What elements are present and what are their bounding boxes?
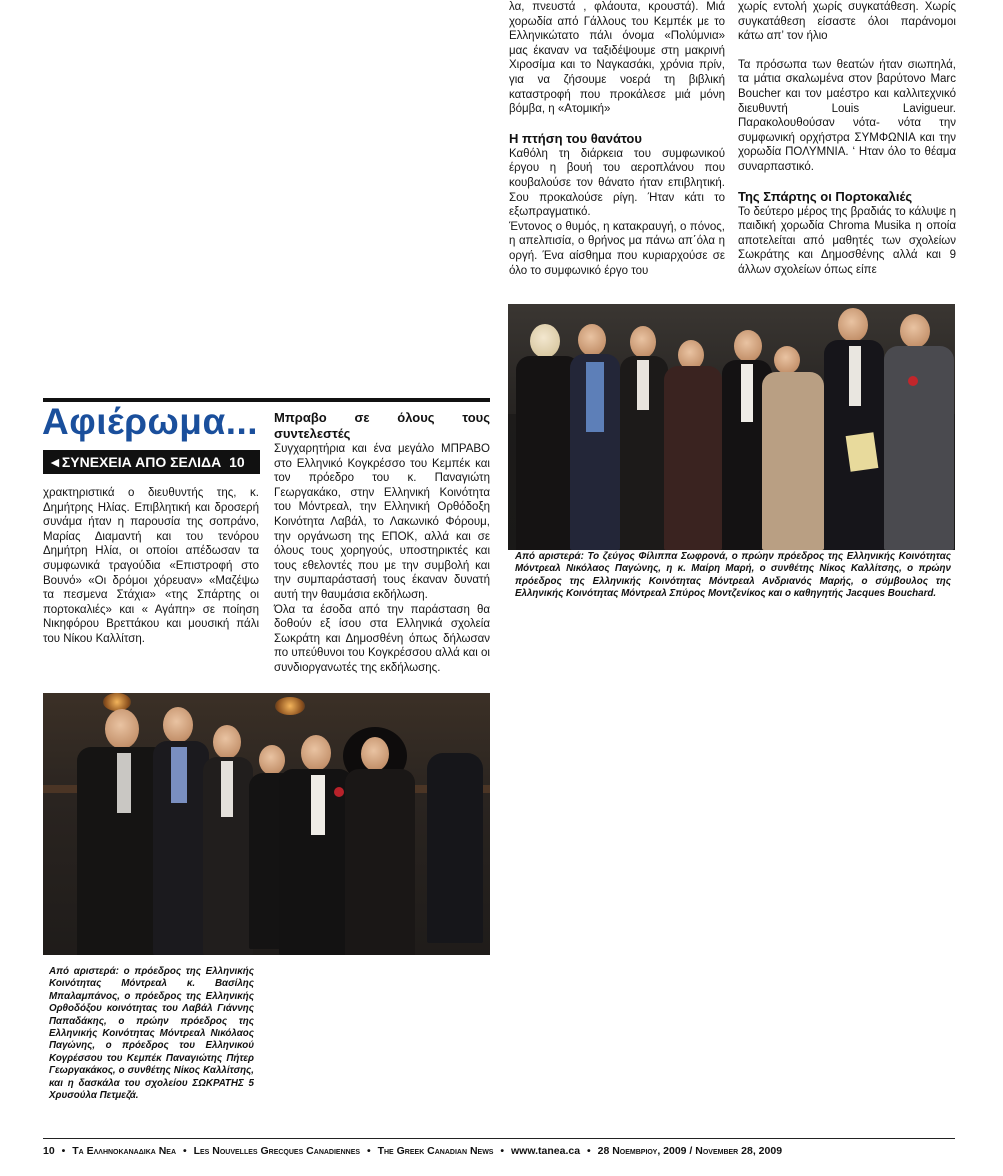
photo-group-left xyxy=(43,693,490,955)
continued-label: ΣΥΝΕΧΕΙΑ ΑΠΟ ΣΕΛΙΔΑ xyxy=(61,454,222,470)
photo-group-right xyxy=(508,304,955,550)
middle-column-text-a: Συγχαρητήρια και ένα μεγάλο ΜΠΡΑΒΟ στο Ελληνικό Κογκρέσσο του Κεμπέκ και τον πρόεδρο του κ. Παναγιώτη Γεωργακάκο, στην Ελληνική Κοινότητα του Μόντρεαλ, την Ελληνική Ορθόδοξη Κοινότητα Λαβάλ, το Λακωνικό Φόρουμ, την οργάνωση της ΕΠΟΚ, αλλά και σε όλους τους χορηγούς, υποστηρικτές και τους εθελοντές που με την συμβολή και την συμπαράστασή τους έκαναν δυνατή αυτή την θαυμάσια εκδήλωση. xyxy=(274,443,490,601)
footer-website-link[interactable]: www.tanea.ca xyxy=(511,1145,581,1157)
footer-paper-greek: Τα Ελληνοκαναδικα Νεα xyxy=(72,1145,177,1157)
middle-column xyxy=(274,410,490,676)
footer-separator: • xyxy=(500,1145,505,1157)
top-middle-column xyxy=(509,0,725,278)
top-right-text-a: χωρίς εντολή χωρίς συγκατάθεση. Χωρίς συγκατάθεση είσαστε όλοι παράνομοι κάτω απ’ τον ήλιο xyxy=(738,1,956,43)
arrow-left-icon: ◄ xyxy=(48,454,62,470)
heading-sparta-orange-trees: Της Σπάρτης οι Πορτοκαλιές xyxy=(738,188,913,204)
top-right-text-c: Το δεύτερο μέρος της βραδιάς το κάλυψε η παιδική χορωδία Chroma Musika η οποία αποτελείται από μαθητές των σχολείων Σωκράτης και Δημοσθένης αλλά και 9 άλλων σχολείων όπως είπε xyxy=(738,205,956,276)
heading-bravo: Μπραβο σε όλους τους συντελεστές xyxy=(274,410,490,441)
middle-column-text-b: Όλα τα έσοδα από την παράσταση θα δοθούν εξ ίσου στα Ελληνικά σχολεία Σωκράτη και Δημοσθένη όπως δήλωσαν πο υπεύθυνοι του Κογκρέσσου αλλά και οι συνδιοργανωτές της εκδήλωσης. xyxy=(274,603,490,674)
left-column xyxy=(43,486,259,647)
left-column-text: χρακτηριστικά ο διευθυντής της, κ. Δημήτρης Ηλίας. Επιβλητική και δροσερή συνάμα ήταν η παρουσία της σοπράνο, Μαρίας Διαμαντή και του τενόρου Δημήτρη Ηλία, οι οποίοι απέδωσαν τα συμφωνικά τραγούδια «Επιστροφή στο Βουνό» «Οι δρόμοι χόρευαν» «Μαζέψω τα πεσμενα Στάχια» «της Σπάρτης οι πορτοκαλιές» και « Αγάπη» σε ποίηση Νικηφόρου Βρεττάκου και μουσική πάλι του Νίκου Καλλίτση. xyxy=(43,487,259,645)
continued-banner xyxy=(43,450,260,474)
top-right-column xyxy=(738,0,956,278)
continued-page-number: 10 xyxy=(229,454,245,470)
top-middle-text-a: λα, πνευστά , φλάουτα, κρουστά). Μιά χορωδία από Γάλλους του Κεμπέκ με το Ελληνικώτατο πάλι όνομα «Πολύμνια» μας έκαναν να ταξιδέψουμε στη μακρινή Χιροσίμα και το Ναγκασάκι, χρόνια πρίν, για να ζήσουμε νοερά τη βιβλική καταστροφή που προκάλεσε μιά μόνη βόμβα, η «Ατομική» xyxy=(509,1,725,116)
footer-separator: • xyxy=(182,1145,187,1157)
top-middle-text-b: Καθόλη τη διάρκεια του συμφωνικού έργου η βουή του αεροπλάνου που κουβαλούσε τον θάνατο ήταν επιβλητική. Σου προκαλούσε ρίγη. Ήταν κάτι το εξωπραγματικό. xyxy=(509,147,725,219)
heading-flight-of-death: Η πτήση του θανάτου xyxy=(509,130,642,146)
section-title: Αφιέρωμα... xyxy=(42,401,259,442)
footer-separator: • xyxy=(366,1145,371,1157)
footer-separator: • xyxy=(61,1145,66,1157)
top-middle-text-c: Έντονος ο θυμός, η κατακραυγή, ο πόνος, η απελπισία, ο θρήνος μα πάνω απ΄όλα η οργή. Ένα αίσθημα που κυριαρχούσε σε όλο το συμφωνικό έργο του xyxy=(509,220,725,277)
photo-left-caption: Από αριστερά: ο πρόεδρος της Ελληνικής Κοινότητας Μόντρεαλ κ. Βασίλης Μπαλαμπάνος, ο πρόεδρος της Ελληνικής Ορθοδόξου κοινότητας του Λαβάλ Γιάννης Παπαδάκης, ο πρώην πρόεδρος της Ελληνικής Κοινότητας Μόντρεαλ Νικόλαος Παγώνης, ο πρόεδρος του Ελληνικού Κογρέσσου του Κεμπέκ Παναγιώτης Πήτερ Γεωργακάκος, ο συνθέτης Νίκος Καλλίτσης, και η δασκάλα του σχολείου ΣΩΚΡΑΤΗΣ 5 Χρυσούλα Πετμεζά. xyxy=(49,966,254,1102)
top-right-text-b: Τα πρόσωπα των θεατών ήταν σιωπηλά, τα μάτια σκαλωμένα στον βαρύτονο Marc Boucher και τον μαέστρο και καλλιτεχνικό διευθυντή Louis Lavigueur. Παρακολουθούσαν νότα- νότα την συμφωνική ορχήστρα ΣΥΜΦΩΝΙΑ και την χορωδία ΠΟΛΥΜΝΙΑ. ‘ Ηταν όλο το θέαμα συναρπαστικό. xyxy=(738,58,956,173)
footer-paper-english: The Greek Canadian News xyxy=(377,1145,494,1157)
footer-page-number: 10 xyxy=(43,1145,55,1157)
photo-right-caption: Από αριστερά: Το ζεύγος Φίλιππα Σωφρονά, ο πρώην πρόεδρος της Ελληνικής Κοινότητας Μόντρεαλ Νικόλαος Παγώνης, η κ. Μαίρη Μαρή, ο συνθέτης Νίκος Καλλίτσης, ο πρώην πρόεδρος της Ελληνικής Κοινότητας Μόντρεαλ Ανδριανός Μαρής, ο σύμβουλος της Ελληνικής Κοινότητας Μόντρεαλ Σπύρος Μοντζενίκος και ο καθηγητής Jacques Bouchard. xyxy=(515,551,951,600)
footer-paper-french: Les Nouvelles Grecques Canadiennes xyxy=(193,1145,361,1157)
footer-date: 28 Νοεμβριου, 2009 / November 28, 2009 xyxy=(597,1145,783,1157)
footer-separator: • xyxy=(587,1145,591,1157)
page-footer xyxy=(43,1138,955,1157)
